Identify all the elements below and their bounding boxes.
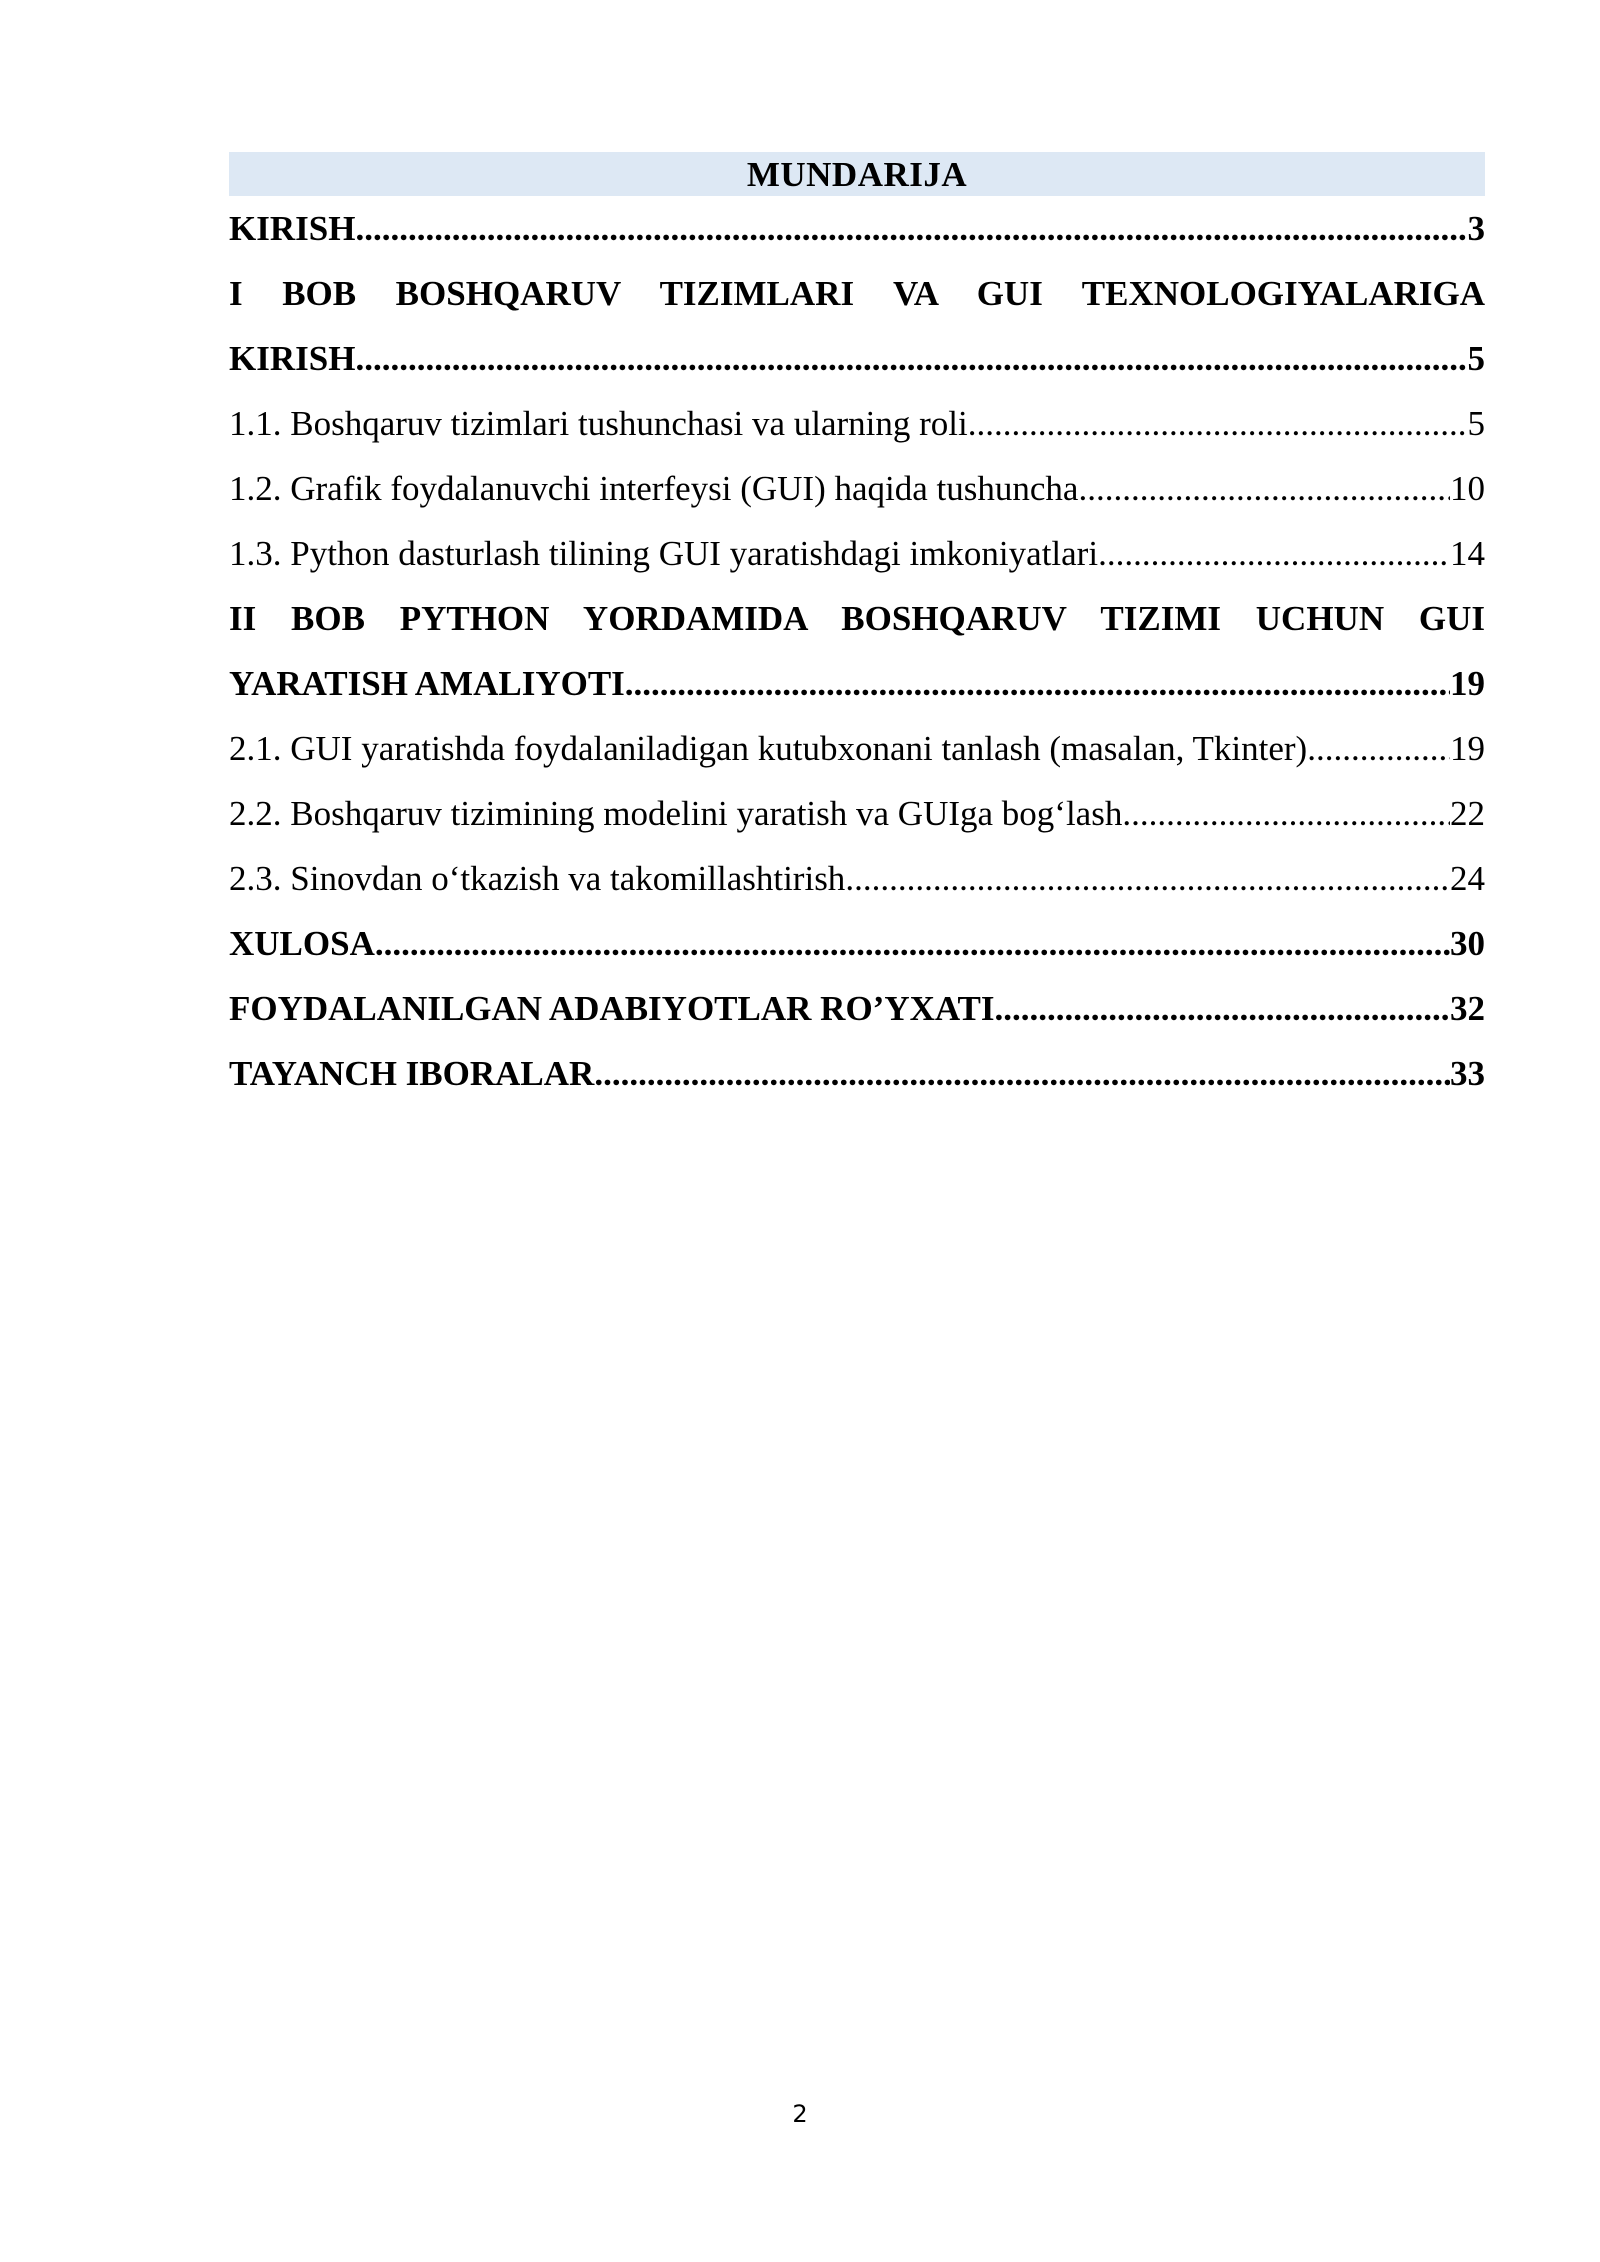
- toc-title: MUNDARIJA: [229, 152, 1485, 196]
- dot-leader: [594, 1041, 1450, 1106]
- dot-leader: [1098, 521, 1450, 586]
- dot-leader: [1307, 716, 1450, 781]
- toc-entry[interactable]: [229, 651, 1485, 716]
- toc-entry-page: 3: [1467, 209, 1485, 248]
- toc-entry-page: 22: [1450, 794, 1485, 833]
- dot-leader: [1078, 456, 1450, 521]
- toc-entry-label: 2.2. Boshqaruv tizimining modelini yaratish va GUIga bog‘lash: [229, 794, 1123, 833]
- dot-leader: [355, 326, 1467, 391]
- toc-entry[interactable]: [229, 521, 1485, 586]
- toc-entry-page: 14: [1450, 534, 1485, 573]
- dot-leader: [845, 846, 1450, 911]
- dot-leader: [968, 391, 1468, 456]
- toc-entry-label: 1.1. Boshqaruv tizimlari tushunchasi va ularning roli: [229, 404, 968, 443]
- toc-entry-label: 2.3. Sinovdan o‘tkazish va takomillashtirish: [229, 859, 846, 898]
- toc-entry-page: 30: [1450, 924, 1485, 963]
- toc-entry[interactable]: [229, 456, 1485, 521]
- toc-entry[interactable]: [229, 716, 1485, 781]
- toc-entry[interactable]: [229, 846, 1485, 911]
- toc-entry-label: YARATISH AMALIYOTI: [229, 664, 625, 703]
- toc-entry[interactable]: [229, 781, 1485, 846]
- dot-leader: [375, 911, 1450, 976]
- toc-entry-label: 1.3. Python dasturlash tilining GUI yaratishdagi imkoniyatlari: [229, 534, 1099, 573]
- toc-entry-label: XULOSA: [229, 924, 375, 963]
- dot-leader: [995, 976, 1450, 1041]
- toc-entry-label: TAYANCH IBORALAR: [229, 1054, 595, 1093]
- toc-entry[interactable]: [229, 391, 1485, 456]
- toc-entry-label: FOYDALANILGAN ADABIYOTLAR RO’YXATI: [229, 989, 995, 1028]
- toc-entry-page: 10: [1450, 469, 1485, 508]
- toc-chapter-heading[interactable]: I BOB BOSHQARUV TIZIMLARI VA GUI TEXNOLOGIYALARIGA: [229, 274, 1485, 313]
- toc-entry[interactable]: [229, 196, 1485, 261]
- toc-entry-page: 19: [1450, 729, 1485, 768]
- toc-entry-page: 24: [1450, 859, 1485, 898]
- toc-entry-page: 32: [1450, 989, 1485, 1028]
- toc-entry-label: KIRISH: [229, 209, 356, 248]
- toc-entry-page: 5: [1467, 404, 1485, 443]
- toc-entry-label: KIRISH: [229, 339, 356, 378]
- toc-list: [229, 196, 1485, 1106]
- table-of-contents: [229, 152, 1485, 1106]
- dot-leader: [1122, 781, 1450, 846]
- dot-leader: [625, 651, 1450, 716]
- page-number: 2: [792, 2100, 808, 2128]
- toc-entry[interactable]: [229, 326, 1485, 391]
- toc-entry[interactable]: [229, 1041, 1485, 1106]
- toc-entry-page: 19: [1450, 664, 1485, 703]
- dot-leader: [355, 196, 1467, 261]
- toc-entry-page: 33: [1450, 1054, 1485, 1093]
- toc-entry[interactable]: [229, 911, 1485, 976]
- toc-entry-page: 5: [1467, 339, 1485, 378]
- toc-entry-label: 1.2. Grafik foydalanuvchi interfeysi (GUI) haqida tushuncha: [229, 469, 1079, 508]
- toc-entry-label: 2.1. GUI yaratishda foydalaniladigan kutubxonani tanlash (masalan, Tkinter): [229, 729, 1308, 768]
- toc-chapter-heading[interactable]: II BOB PYTHON YORDAMIDA BOSHQARUV TIZIMI UCHUN GUI: [229, 599, 1485, 638]
- toc-entry[interactable]: [229, 976, 1485, 1041]
